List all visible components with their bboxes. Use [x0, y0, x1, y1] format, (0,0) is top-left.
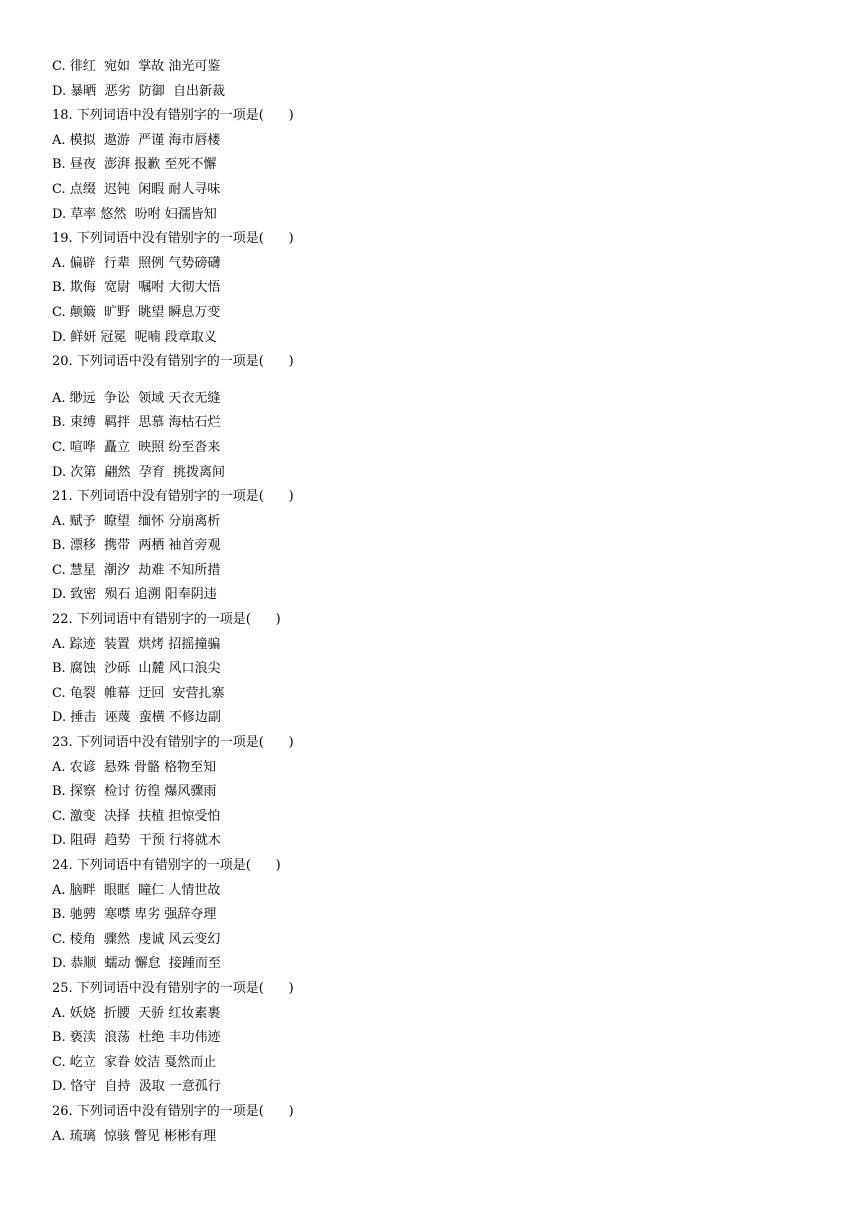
option-line: A. 脑畔 眼眶 瞳仁 人情世故 [52, 882, 221, 898]
question-list [52, 55, 812, 1149]
option-line: D. 致密 殒石 追溯 阳奉阴违 [52, 587, 217, 603]
option-line: C. 喧哗 矗立 映照 纷至沓来 [52, 439, 221, 455]
option-line: D. 暴晒 恶劣 防御 自出新裁 [52, 83, 226, 99]
option-line: C. 徘红 宛如 掌故 油光可鉴 [52, 59, 221, 74]
option-line: C. 龟裂 帷幕 迂回 安营扎寨 [52, 685, 225, 701]
question-line: 21. 下列词语中没有错别字的一项是( ) [52, 489, 294, 505]
option-line: A. 偏辟 行辈 照例 气势磅礴 [52, 255, 221, 271]
option-line: C. 激变 决择 扶植 担惊受怕 [52, 808, 221, 824]
question-line: 26. 下列词语中没有错别字的一项是( ) [52, 1103, 294, 1119]
option-line: C. 点缀 迟钝 闲暇 耐人寻味 [52, 181, 221, 197]
option-line: B. 驰骋 寒噤 卑劣 强辞夺理 [52, 907, 217, 923]
question-line: 25. 下列词语中没有错别字的一项是( ) [52, 980, 294, 996]
option-line: B. 昼夜 澎湃 报歉 至死不懈 [52, 157, 217, 173]
option-line: A. 踪迹 装置 烘烤 招摇撞骗 [52, 636, 221, 652]
option-line: D. 次第 翩然 孕育 挑拨离间 [52, 464, 226, 480]
option-line: C. 颠簸 旷野 眺望 瞬息万变 [52, 304, 221, 320]
option-line: A. 赋予 瞭望 缅怀 分崩离析 [52, 513, 221, 529]
option-line: B. 束缚 羁拌 思慕 海枯石烂 [52, 415, 221, 431]
question-line: 22. 下列词语中有错别字的一项是( ) [52, 612, 281, 628]
option-line: C. 屹立 家眷 姣洁 戛然而止 [52, 1054, 217, 1070]
spacer [52, 375, 812, 387]
option-line: D. 草率 悠然 吩咐 妇孺皆知 [52, 206, 217, 222]
question-line: 20. 下列词语中没有错别字的一项是( ) [52, 354, 294, 370]
option-line: C. 慧星 潮汐 劫难 不知所措 [52, 562, 221, 578]
option-line: A. 农谚 悬殊 骨骼 格物至知 [52, 759, 217, 775]
option-line: C. 棱角 骤然 虔诚 风云变幻 [52, 931, 221, 947]
question-line: 19. 下列词语中没有错别字的一项是( ) [52, 231, 294, 247]
option-line: D. 鲜妍 冠冕 呢喃 段章取义 [52, 329, 217, 345]
option-line: B. 欺侮 宽尉 嘱咐 大彻大悟 [52, 280, 221, 296]
option-line: B. 探察 检讨 彷徨 爆风骤雨 [52, 784, 217, 800]
option-line: A. 妖娆 折腰 天骄 红妆素裹 [52, 1005, 221, 1021]
option-line: A. 模拟 遨游 严谨 海市唇楼 [52, 132, 221, 148]
option-line: B. 腐蚀 沙砾 山麓 风口浪尖 [52, 661, 221, 677]
question-line: 23. 下列词语中没有错别字的一项是( ) [52, 735, 294, 751]
option-line: A. 琉璃 惊骇 瞥见 彬彬有理 [52, 1128, 217, 1144]
option-line: B. 亵渎 浪荡 杜绝 丰功伟迹 [52, 1030, 221, 1046]
option-line: A. 缈远 争讼 领域 天衣无缝 [52, 390, 221, 406]
option-line: B. 漂移 携带 两栖 袖首旁观 [52, 538, 221, 554]
question-line: 24. 下列词语中有错别字的一项是( ) [52, 858, 281, 873]
question-line: 18. 下列词语中没有错别字的一项是( ) [52, 108, 294, 124]
option-line: D. 恪守 自持 汲取 一意孤行 [52, 1079, 221, 1095]
option-line: D. 捶击 诬蔑 蛮横 不修边副 [52, 710, 221, 726]
option-line: D. 恭顺 蠕动 懈怠 接踵而至 [52, 956, 221, 972]
option-line: D. 阻碍 趋势 干预 行将就木 [52, 833, 221, 849]
